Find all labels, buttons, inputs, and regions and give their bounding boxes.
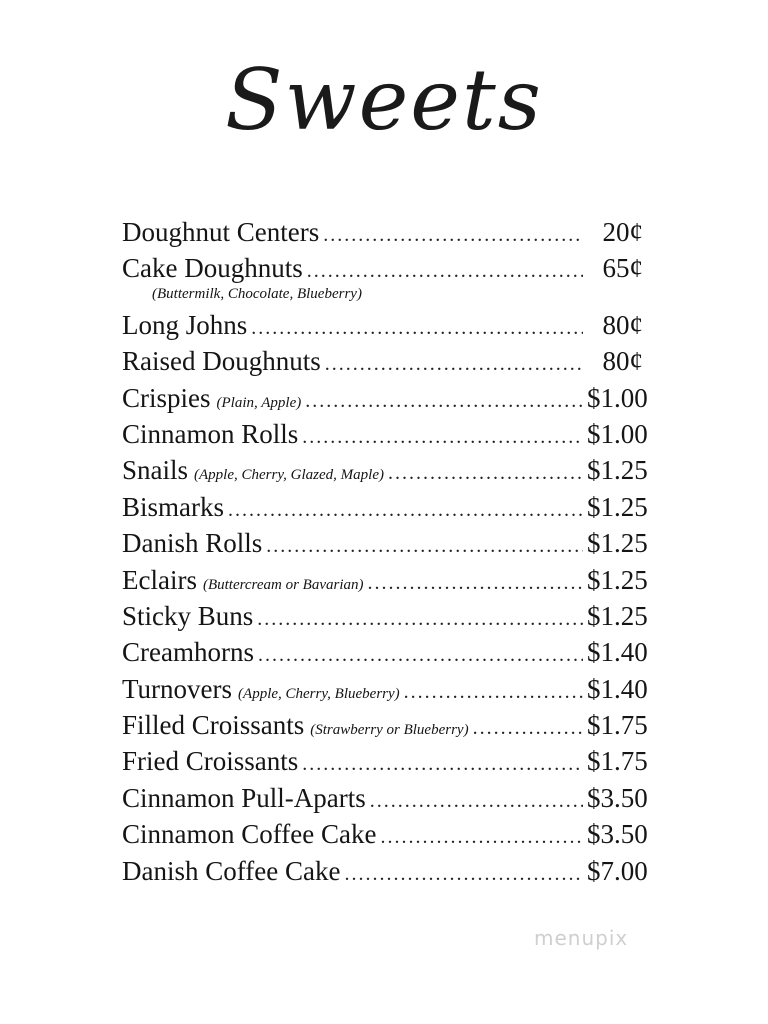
- menu-item-row: [122, 853, 648, 889]
- menu-item-row: [122, 634, 648, 670]
- page-title: Sweets: [225, 51, 543, 149]
- item-name: Snails: [122, 455, 189, 486]
- item-name: Filled Croissants: [122, 710, 305, 741]
- item-name: Long Johns: [122, 309, 248, 340]
- item-name: Cinnamon Coffee Cake: [122, 819, 377, 850]
- item-price: $3.50: [587, 782, 648, 813]
- menu-item: [122, 525, 648, 561]
- dot-leader: [380, 826, 583, 849]
- menu-item-row: [122, 380, 648, 416]
- dot-leader: [305, 390, 583, 413]
- menu-item: [122, 214, 643, 250]
- dot-leader: [302, 753, 583, 776]
- dot-leader: [368, 572, 584, 595]
- menu-item: [122, 707, 648, 743]
- dot-leader: [473, 717, 583, 740]
- item-name: Creamhorns: [122, 637, 254, 668]
- menu-item: [122, 343, 643, 379]
- item-price: 65¢: [602, 253, 643, 284]
- dot-leader: [388, 462, 583, 485]
- menu-item: [122, 670, 648, 706]
- dot-leader: [266, 535, 583, 558]
- item-note: (Apple, Cherry, Blueberry): [238, 685, 400, 702]
- menu-item: [122, 561, 648, 597]
- item-name: Cinnamon Rolls: [122, 418, 299, 449]
- item-name: Turnovers: [122, 673, 233, 704]
- item-price: $1.75: [587, 746, 648, 777]
- menu-item-row: [122, 780, 648, 816]
- item-price: $1.25: [587, 600, 648, 631]
- item-name: Raised Doughnuts: [122, 346, 321, 377]
- menu-item-row: [122, 489, 648, 525]
- item-price: $1.00: [587, 382, 648, 413]
- menu-item-row: [122, 598, 648, 634]
- menu-item-row: [122, 743, 648, 779]
- menu-item-row: [122, 250, 643, 286]
- menu-item: [122, 488, 648, 524]
- item-price: $1.00: [587, 418, 648, 449]
- menu-item-row: [122, 525, 648, 561]
- item-note: (Strawberry or Blueberry): [310, 722, 469, 739]
- menu-item-row: [122, 307, 643, 343]
- dot-leader: [257, 608, 583, 631]
- item-subnote: (Buttermilk, Chocolate, Blueberry): [152, 286, 362, 303]
- menu-item: [122, 416, 648, 452]
- item-name: Crispies: [122, 382, 211, 413]
- menu-item-row: [122, 214, 643, 250]
- item-note: (Plain, Apple): [216, 394, 302, 411]
- menu-item: [122, 743, 648, 779]
- menu-item: [122, 306, 643, 342]
- menu-item: [122, 452, 648, 488]
- item-price: $1.25: [587, 455, 648, 486]
- item-name: Fried Croissants: [122, 746, 299, 777]
- item-price: 80¢: [602, 309, 643, 340]
- dot-leader: [228, 499, 583, 522]
- menu-item: [122, 634, 648, 670]
- menu-item-row: [122, 707, 648, 743]
- item-price: 20¢: [602, 217, 643, 248]
- item-price: $1.25: [587, 528, 648, 559]
- dot-leader: [251, 317, 583, 340]
- item-price: $1.40: [587, 637, 648, 668]
- item-name: Bismarks: [122, 491, 225, 522]
- menu-item-row: [122, 416, 648, 452]
- menu-item-row: [122, 452, 648, 488]
- dot-leader: [370, 790, 583, 813]
- item-name: Cake Doughnuts: [122, 253, 303, 284]
- item-name: Eclairs: [122, 564, 197, 595]
- watermark: menupix: [534, 926, 629, 950]
- item-name: Doughnut Centers: [122, 217, 320, 248]
- item-name: Danish Rolls: [122, 528, 263, 559]
- item-note: (Apple, Cherry, Glazed, Maple): [194, 467, 384, 484]
- menu-item: [122, 779, 648, 815]
- dot-leader: [258, 644, 583, 667]
- menu-list: [122, 214, 648, 889]
- item-price: $1.75: [587, 710, 648, 741]
- menu-item-row: [122, 562, 648, 598]
- dot-leader: [325, 353, 583, 376]
- menu-item: [122, 379, 648, 415]
- item-name: Cinnamon Pull-Aparts: [122, 782, 366, 813]
- item-price: $7.00: [587, 855, 648, 886]
- item-price: $1.25: [587, 491, 648, 522]
- menu-item: [122, 852, 648, 888]
- dot-leader: [323, 224, 583, 247]
- menu-item-row: [122, 343, 643, 379]
- dot-leader: [302, 426, 583, 449]
- item-price: $3.50: [587, 819, 648, 850]
- dot-leader: [307, 260, 583, 283]
- item-name: Sticky Buns: [122, 600, 254, 631]
- dot-leader: [404, 681, 583, 704]
- item-name: Danish Coffee Cake: [122, 855, 341, 886]
- item-price: $1.25: [587, 564, 648, 595]
- item-price: 80¢: [602, 346, 643, 377]
- menu-item: [122, 250, 643, 306]
- menu-item: [122, 816, 648, 852]
- item-price: $1.40: [587, 673, 648, 704]
- menu-item-row: [122, 816, 648, 852]
- dot-leader: [344, 863, 583, 886]
- menu-item: [122, 598, 648, 634]
- item-note: (Buttercream or Bavarian): [202, 576, 364, 593]
- menu-item-row: [122, 671, 648, 707]
